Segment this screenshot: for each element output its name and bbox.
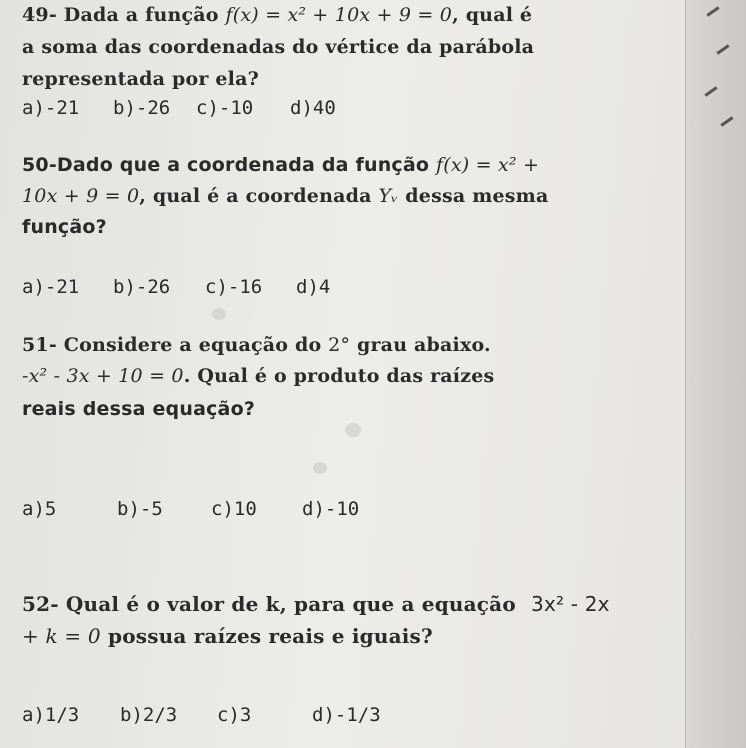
q52-equation-part1: 3x² - 2x	[531, 592, 610, 616]
q51-equation: -x² - 3x + 10 = 0	[22, 365, 184, 387]
q51-number: 51-	[22, 334, 57, 356]
q50-option-b: b)-26	[113, 276, 171, 298]
q50-text: -Dado que a coordenada da função	[48, 154, 430, 176]
q49-option-a: a)-21	[22, 97, 80, 119]
q50-function-part2: 10x + 9 = 0	[22, 185, 140, 207]
q51-text-2: grau abaixo.	[356, 334, 491, 356]
q52-option-a: a)1/3	[22, 704, 80, 726]
q52-text: Qual é o valor de k, para que a equação	[65, 592, 516, 616]
q50-number: 50	[22, 154, 49, 176]
q52-number: 52-	[22, 592, 59, 616]
q49-function: f(x) = x² + 10x + 9 = 0	[225, 4, 453, 26]
q49-option-d: d)40	[290, 97, 336, 119]
q51-option-c: c)10	[211, 498, 257, 520]
q50-function-part1: f(x) = x² +	[436, 154, 540, 176]
q51-text-3: . Qual é o produto das raízes	[183, 365, 495, 387]
q52-line2	[22, 624, 433, 648]
q49-line2: a soma das coordenadas do vértice da parábola	[22, 36, 535, 58]
q50-option-d: d)4	[296, 276, 331, 298]
q51-line1	[22, 334, 491, 356]
q51-degree: 2°	[328, 334, 351, 356]
paper-stain	[345, 423, 361, 437]
q52-equation-part2: + k = 0	[22, 624, 101, 648]
q50-text-2: , qual é a coordenada	[139, 185, 372, 207]
q51-option-d: d)-10	[302, 498, 360, 520]
q52-option-c: c)3	[217, 704, 252, 726]
page-edge	[685, 0, 746, 748]
q50-line2	[22, 185, 549, 207]
q51-option-b: b)-5	[117, 498, 163, 520]
q52-option-d: d)-1/3	[312, 704, 381, 726]
q50-yv: Yᵥ	[378, 185, 399, 207]
q51-text: Considere a equação do	[63, 334, 322, 356]
q50-line1	[22, 154, 539, 176]
q49-text-end: , qual é	[452, 4, 533, 26]
q50-option-c: c)-16	[205, 276, 263, 298]
q49-line3: representada por ela?	[22, 68, 259, 90]
paper-stain	[313, 462, 327, 474]
q50-text-3: dessa mesma	[405, 185, 549, 207]
q51-line2	[22, 365, 494, 387]
q51-option-a: a)5	[22, 498, 57, 520]
paper-stain	[212, 308, 226, 320]
q51-line3: reais dessa equação?	[22, 398, 256, 420]
q49-number: 49-	[22, 4, 57, 26]
q49-text: Dada a função	[63, 4, 219, 26]
q52-text-2: possua raízes reais e iguais?	[108, 624, 433, 648]
q52-line1	[22, 592, 610, 616]
q49-line1	[22, 4, 532, 26]
q52-option-b: b)2/3	[120, 704, 178, 726]
q50-line3: função?	[22, 216, 107, 238]
q50-option-a: a)-21	[22, 276, 80, 298]
q49-option-b: b)-26	[113, 97, 171, 119]
q49-option-c: c)-10	[196, 97, 254, 119]
